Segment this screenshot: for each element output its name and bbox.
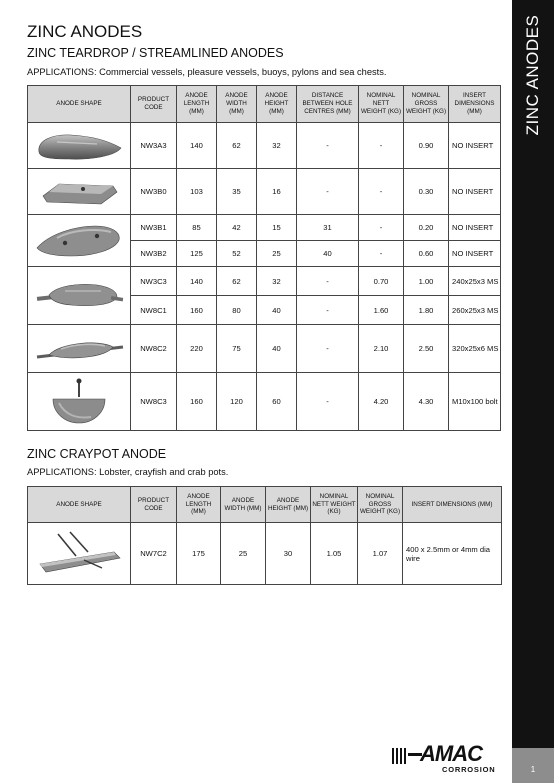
logo-brand: AMAC (420, 741, 482, 766)
gross-weight: 0.30 (404, 169, 449, 215)
nett-weight: 2.10 (359, 325, 404, 373)
header-nett-weight: NOMINAL NETT WEIGHT (KG) (359, 86, 404, 123)
anode-length: 103 (177, 169, 217, 215)
anode-height: 16 (257, 169, 297, 215)
table-header-row (28, 487, 502, 523)
bar-anode-image (31, 172, 127, 212)
insert-dimensions: 320x25x6 MS (449, 325, 501, 373)
gross-weight: 0.90 (404, 123, 449, 169)
nett-weight: - (359, 215, 404, 241)
table-row (28, 123, 501, 169)
anode-height: 32 (257, 267, 297, 296)
applications-craypot (27, 467, 228, 477)
section-heading-craypot: ZINC CRAYPOT ANODE (27, 447, 167, 461)
insert-dimensions: NO INSERT (449, 241, 501, 267)
product-code: NW8C3 (131, 373, 177, 431)
page-title: ZINC ANODES (27, 22, 143, 41)
header-anode-length: ANODE LENGTH (MM) (177, 86, 217, 123)
header-hole-distance: DISTANCE BETWEEN HOLE CENTRES (MM) (297, 86, 359, 123)
anode-height: 15 (257, 215, 297, 241)
insert-dimensions: NO INSERT (449, 169, 501, 215)
nett-weight: - (359, 123, 404, 169)
page-number-box (512, 748, 554, 783)
table-header-row (28, 86, 501, 123)
hole-distance: - (297, 267, 359, 296)
anode-width: 62 (217, 267, 257, 296)
header-anode-shape: ANODE SHAPE (28, 86, 131, 123)
gross-weight: 4.30 (404, 373, 449, 431)
anode-height: 30 (266, 523, 311, 585)
streamlined-weld-anode-image (31, 329, 127, 369)
craypot-anode-table (27, 486, 502, 585)
anode-width: 62 (217, 123, 257, 169)
table-row (28, 267, 501, 296)
anode-image-cell (28, 373, 131, 431)
hole-distance: 31 (297, 215, 359, 241)
header-nett-weight: NOMINAL NETT WEIGHT (KG) (311, 487, 358, 523)
amac-corrosion-logo (392, 741, 502, 775)
anode-image-cell (28, 325, 131, 373)
hemispherical-bolt-anode-image (31, 375, 127, 429)
hole-distance: - (297, 123, 359, 169)
table-row (28, 373, 501, 431)
applications-label: APPLICATIONS: (27, 67, 97, 77)
hole-distance: 40 (297, 241, 359, 267)
product-code: NW3A3 (131, 123, 177, 169)
anode-height: 25 (257, 241, 297, 267)
insert-dimensions: M10x100 bolt (449, 373, 501, 431)
applications-label: APPLICATIONS: (27, 467, 97, 477)
weld-on-teardrop-anode-image (31, 271, 127, 321)
table-row (28, 215, 501, 241)
product-code: NW3B2 (131, 241, 177, 267)
header-anode-height: ANODE HEIGHT (MM) (257, 86, 297, 123)
streamlined-anode-image (31, 218, 127, 264)
page-number: 1 (530, 765, 536, 774)
nett-weight: - (359, 241, 404, 267)
insert-dimensions: 260x25x3 MS (449, 296, 501, 325)
anode-length: 85 (177, 215, 217, 241)
header-insert-dimensions: INSERT DIMENSIONS (MM) (449, 86, 501, 123)
header-product-code: PRODUCT CODE (131, 487, 177, 523)
table-row (28, 169, 501, 215)
anode-length: 160 (177, 296, 217, 325)
nett-weight: 1.05 (311, 523, 358, 585)
anode-width: 80 (217, 296, 257, 325)
gross-weight: 0.60 (404, 241, 449, 267)
table-row (28, 325, 501, 373)
anode-image-cell (28, 123, 131, 169)
product-code: NW3C3 (131, 267, 177, 296)
gross-weight: 1.07 (358, 523, 403, 585)
header-gross-weight: NOMINAL GROSS WEIGHT (KG) (358, 487, 403, 523)
header-anode-width: ANODE WIDTH (MM) (217, 86, 257, 123)
nett-weight: 0.70 (359, 267, 404, 296)
section-heading-teardrop: ZINC TEARDROP / STREAMLINED ANODES (27, 46, 284, 60)
teardrop-anode-image (31, 126, 127, 166)
gross-weight: 2.50 (404, 325, 449, 373)
anode-image-cell (28, 215, 131, 267)
hole-distance: - (297, 296, 359, 325)
header-gross-weight: NOMINAL GROSS WEIGHT (KG) (404, 86, 449, 123)
anode-width: 75 (217, 325, 257, 373)
anode-length: 175 (177, 523, 221, 585)
anode-width: 42 (217, 215, 257, 241)
insert-dimensions: 240x25x3 MS (449, 267, 501, 296)
anode-height: 32 (257, 123, 297, 169)
anode-image-cell (28, 169, 131, 215)
nett-weight: 4.20 (359, 373, 404, 431)
anode-width: 120 (217, 373, 257, 431)
insert-dimensions: 400 x 2.5mm or 4mm dia wire (403, 523, 502, 585)
anode-length: 220 (177, 325, 217, 373)
applications-text: Lobster, crayfish and crab pots. (96, 467, 229, 477)
header-anode-length: ANODE LENGTH (MM) (177, 487, 221, 523)
product-code: NW3B0 (131, 169, 177, 215)
teardrop-anodes-table (27, 85, 501, 431)
header-anode-shape: ANODE SHAPE (28, 487, 131, 523)
gross-weight: 1.00 (404, 267, 449, 296)
product-code: NW8C2 (131, 325, 177, 373)
insert-dimensions: NO INSERT (449, 123, 501, 169)
product-code: NW3B1 (131, 215, 177, 241)
gross-weight: 0.20 (404, 215, 449, 241)
table-row (28, 523, 502, 585)
header-product-code: PRODUCT CODE (131, 86, 177, 123)
anode-height: 40 (257, 296, 297, 325)
craypot-anode-image (30, 526, 128, 582)
header-anode-height: ANODE HEIGHT (MM) (266, 487, 311, 523)
side-title (512, 0, 554, 160)
anode-length: 140 (177, 123, 217, 169)
anode-length: 160 (177, 373, 217, 431)
side-title-text: ZINC ANODES (523, 14, 542, 136)
anode-width: 52 (217, 241, 257, 267)
anode-height: 40 (257, 325, 297, 373)
logo-subtitle: CORROSION (442, 765, 496, 774)
anode-height: 60 (257, 373, 297, 431)
product-code: NW8C1 (131, 296, 177, 325)
header-anode-width: ANODE WIDTH (MM) (221, 487, 266, 523)
anode-width: 25 (221, 523, 266, 585)
logo-stripes-icon (392, 745, 422, 767)
anode-image-cell (28, 267, 131, 325)
gross-weight: 1.80 (404, 296, 449, 325)
hole-distance: - (297, 373, 359, 431)
nett-weight: 1.60 (359, 296, 404, 325)
applications-teardrop (27, 67, 386, 77)
hole-distance: - (297, 169, 359, 215)
applications-text: Commercial vessels, pleasure vessels, buoys, pylons and sea chests. (96, 67, 387, 77)
insert-dimensions: NO INSERT (449, 215, 501, 241)
anode-width: 35 (217, 169, 257, 215)
hole-distance: - (297, 325, 359, 373)
product-code: NW7C2 (131, 523, 177, 585)
anode-image-cell (28, 523, 131, 585)
nett-weight: - (359, 169, 404, 215)
anode-length: 125 (177, 241, 217, 267)
anode-length: 140 (177, 267, 217, 296)
header-insert-dimensions: INSERT DIMENSIONS (MM) (403, 487, 502, 523)
